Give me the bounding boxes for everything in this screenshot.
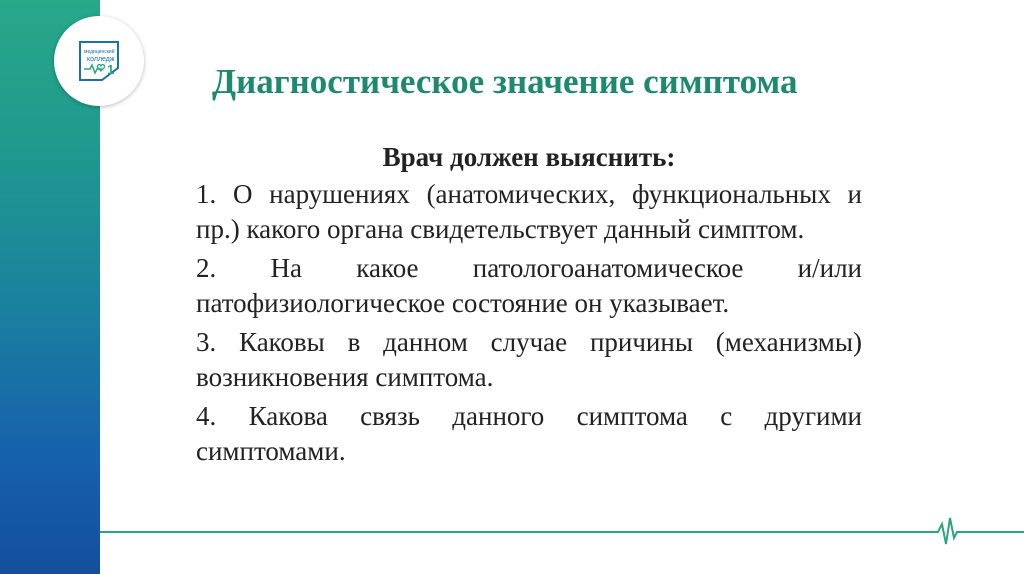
slide-content bbox=[196, 140, 862, 473]
logo-number: 1 bbox=[107, 62, 115, 77]
heartbeat-line-icon bbox=[0, 514, 1024, 554]
list-item-4: 4. Какова связь данного симптома с другими симптомами. bbox=[196, 401, 862, 466]
logo-text-line1: медицинский bbox=[84, 49, 115, 55]
college-logo-icon bbox=[76, 38, 122, 84]
slide-title: Диагностическое значение симптома bbox=[212, 62, 798, 101]
subheading: Врач должен выяснить: bbox=[382, 142, 676, 172]
list-item-2: 2. На какое патологоанатомическое и/или патофизиологическое состояние он указывает. bbox=[196, 253, 862, 318]
logo-text-line2: колледж bbox=[87, 56, 115, 63]
logo-badge bbox=[54, 16, 144, 106]
list-item-1: 1. О нарушениях (анатомических, функциональных и пр.) какого органа свидетельствует данный симптом. bbox=[196, 179, 862, 244]
list-item-3: 3. Каковы в данном случае причины (механизмы) возникновения симптома. bbox=[196, 327, 862, 392]
